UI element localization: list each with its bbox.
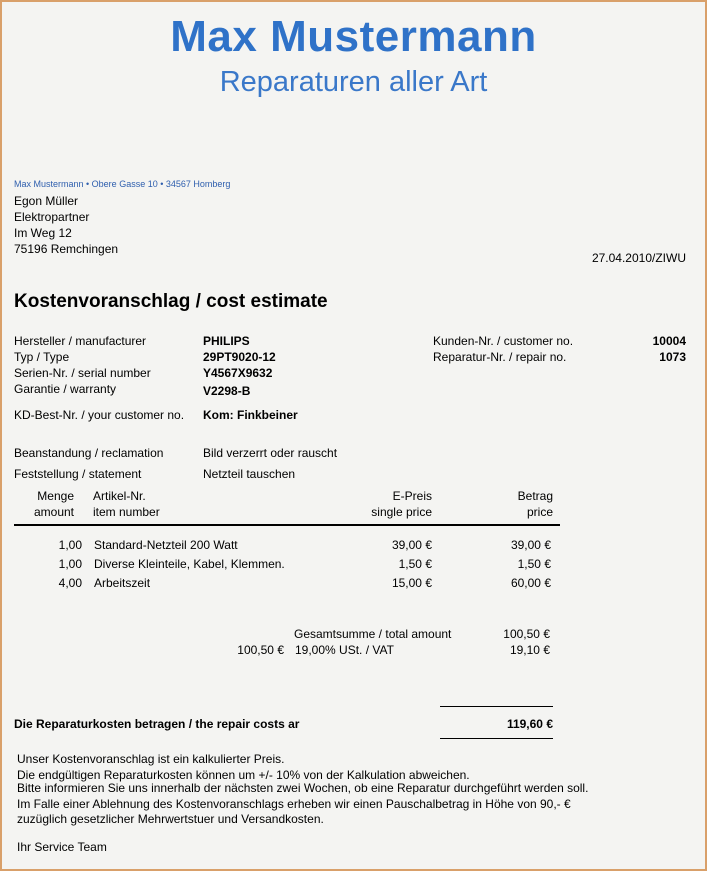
total-bottom-rule	[440, 738, 553, 739]
amount-header	[480, 488, 553, 520]
repair-no-value: 1073	[659, 350, 686, 364]
recipient-company: Elektropartner	[14, 210, 90, 224]
total-value: 119,60 €	[506, 717, 553, 731]
qty-header-line-2: amount	[33, 505, 74, 519]
total-top-rule	[440, 706, 553, 707]
qty-header	[20, 488, 74, 520]
price-header	[340, 488, 432, 520]
note-line: zuzüglich gesetzlicher Mehrwertstuer und Versandkosten.	[17, 812, 324, 826]
warranty-value: V2298-B	[203, 384, 251, 398]
qty-header-line-1: Menge	[37, 489, 74, 503]
customer-no-label: Kunden-Nr. / customer no.	[433, 334, 574, 348]
company-name: Max Mustermann	[170, 12, 537, 61]
row-item: Diverse Kleinteile, Kabel, Klemmen.	[94, 557, 285, 571]
row-qty: 1,00	[58, 538, 82, 552]
row-amount: 60,00 €	[510, 576, 551, 590]
recipient-name: Egon Müller	[14, 194, 79, 208]
document-title: Kostenvoranschlag / cost estimate	[14, 291, 328, 312]
manufacturer-label: Hersteller / manufacturer	[14, 334, 147, 348]
row-qty: 1,00	[58, 557, 82, 571]
amount-header-line-1: Betrag	[517, 489, 553, 503]
manufacturer-value: PHILIPS	[203, 334, 250, 348]
row-price: 39,00 €	[391, 538, 432, 552]
item-header-line-2: item number	[93, 505, 160, 519]
subtotal-label: Gesamtsumme / total amount	[294, 627, 452, 641]
price-header-line-2: single price	[371, 505, 432, 519]
amount-header-line-2: price	[526, 505, 553, 519]
vat-value: 19,10 €	[509, 643, 550, 657]
row-item: Arbeitszeit	[94, 576, 151, 590]
type-label: Typ / Type	[14, 350, 70, 364]
company-tagline: Reparaturen aller Art	[219, 66, 488, 98]
row-qty: 4,00	[58, 576, 82, 590]
complaint-label: Beanstandung / reclamation	[14, 446, 164, 460]
item-header	[93, 488, 160, 520]
vat-label: 19,00% USt. / VAT	[295, 643, 394, 657]
row-item: Standard-Netzteil 200 Watt	[94, 538, 238, 552]
note-line: Im Falle einer Ablehnung des Kostenvoranschlags erheben wir einen Pauschalbetrag in Höhe von 90,- €	[17, 797, 571, 811]
statement-label: Feststellung / statement	[14, 467, 142, 481]
table-header-rule	[14, 524, 560, 526]
row-amount: 1,50 €	[517, 557, 551, 571]
document-date: 27.04.2010/ZIWU	[591, 251, 686, 265]
serial-value: Y4567X9632	[203, 366, 273, 380]
customer-no-value: 10004	[652, 334, 686, 348]
row-price: 1,50 €	[398, 557, 432, 571]
note-line: Die endgültigen Reparaturkosten können um +/- 10% von der Kalkulation abweichen.	[17, 768, 470, 782]
note-line: Unser Kostenvoranschlag ist ein kalkulierter Preis.	[17, 752, 285, 766]
note-line: Bitte informieren Sie uns innerhalb der nächsten zwei Wochen, ob eine Reparatur durchgeführt werden soll.	[17, 781, 589, 795]
type-value: 29PT9020-12	[203, 350, 276, 364]
total-label: Die Reparaturkosten betragen / the repair costs ar	[14, 717, 300, 731]
sender-address-line: Max Mustermann • Obere Gasse 10 • 34567 Homberg	[14, 179, 231, 189]
repair-no-label: Reparatur-Nr. / repair no.	[433, 350, 567, 364]
recipient-city: 75196 Remchingen	[14, 242, 119, 256]
warranty-label: Garantie / warranty	[14, 382, 117, 396]
vat-base-value: 100,50 €	[237, 643, 284, 657]
price-header-line-1: E-Preis	[392, 489, 432, 503]
signature: Ihr Service Team	[17, 840, 107, 854]
recipient-street: Im Weg 12	[14, 226, 72, 240]
row-amount: 39,00 €	[510, 538, 551, 552]
order-value: Kom: Finkbeiner	[203, 408, 298, 422]
subtotal-value: 100,50 €	[503, 627, 550, 641]
item-header-line-1: Artikel-Nr.	[93, 489, 146, 503]
order-label: KD-Best-Nr. / your customer no.	[14, 408, 185, 422]
serial-label: Serien-Nr. / serial number	[14, 366, 151, 380]
complaint-value: Bild verzerrt oder rauscht	[203, 446, 338, 460]
statement-value: Netzteil tauschen	[203, 467, 296, 481]
row-price: 15,00 €	[391, 576, 432, 590]
